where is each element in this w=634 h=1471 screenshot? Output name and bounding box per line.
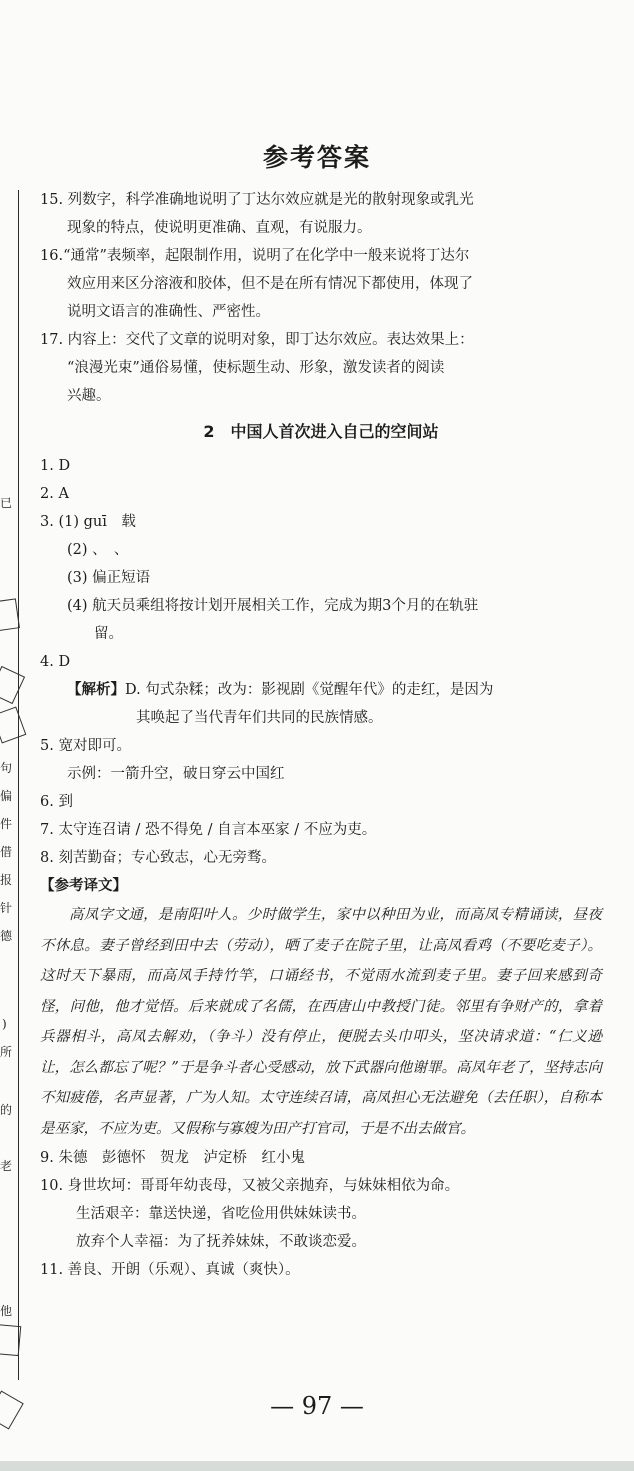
item-text: A bbox=[58, 486, 69, 502]
margin-glyph: 所 bbox=[0, 1045, 13, 1059]
sub-item-number: (2) bbox=[67, 542, 93, 558]
answer-item-16 bbox=[40, 242, 602, 270]
item-text-continued: 兴趣。 bbox=[67, 388, 111, 404]
item-text: 善良、开朗（乐观）、真诚（爽快）。 bbox=[67, 1262, 300, 1278]
margin-glyph: 针 bbox=[0, 901, 13, 915]
item-number: 7. bbox=[40, 822, 59, 838]
margin-bracket bbox=[0, 598, 20, 631]
item-number: 4. bbox=[40, 654, 59, 670]
item-text-continued: 生活艰辛：靠送快递，省吃俭用供妹妹读书。 bbox=[76, 1206, 366, 1222]
answer-item-9 bbox=[40, 1144, 602, 1172]
answer-content bbox=[40, 186, 602, 1284]
answer-item-1 bbox=[40, 452, 602, 480]
margin-glyph: 他 bbox=[0, 1304, 13, 1318]
answer-item-3-sub3 bbox=[40, 564, 602, 592]
item-text: 内容上：交代了文章的说明对象，即丁达尔效应。表达效果上： bbox=[67, 332, 474, 348]
item-number: 17. bbox=[40, 332, 68, 348]
item-number: 9. bbox=[40, 1150, 59, 1166]
item-number: 15. bbox=[40, 192, 68, 208]
answer-item-17 bbox=[40, 326, 602, 354]
item-text-continued: 放弃个人幸福：为了抚养妹妹，不敢谈恋爱。 bbox=[76, 1234, 366, 1250]
item-number: 16. bbox=[40, 248, 64, 264]
analysis-label: 【解析】 bbox=[67, 681, 125, 698]
answer-item-15 bbox=[40, 186, 602, 214]
answer-item-3-sub2 bbox=[40, 536, 602, 564]
answer-item-11 bbox=[40, 1256, 602, 1284]
item-text: 宽对即可。 bbox=[58, 738, 131, 754]
analysis-text-continued: 其唤起了当代青年们共同的民族情感。 bbox=[136, 710, 383, 726]
item-text-continued: 效应用来区分溶液和胶体，但不是在所有情况下都使用，体现了 bbox=[67, 276, 473, 292]
section-heading: 2 中国人首次进入自己的空间站 bbox=[203, 422, 439, 441]
item-text-continued: 说明文语言的准确性、严密性。 bbox=[67, 304, 270, 320]
margin-glyph: 报 bbox=[0, 873, 13, 887]
answer-item-2 bbox=[40, 480, 602, 508]
margin-glyph: ) bbox=[2, 1017, 7, 1031]
margin-glyph: 德 bbox=[0, 929, 13, 943]
page-number: — 97 — bbox=[270, 1392, 364, 1420]
answer-item-8 bbox=[40, 844, 602, 872]
reference-translation-text: 高凤字文通，是南阳叶人。少时做学生，家中以种田为业，而高凤专精诵读，昼夜不休息。妻子曾经到田中去（劳动），晒了麦子在院子里，让高凤看鸡（不要吃麦子）。这时天下暴雨，而高凤手持竹竿，口诵经书，不觉雨水流到麦子里。妻子回来感到奇怪，问他，他才觉悟。后来就成了名儒，在西唐山中教授门徒。邻里有争财产的，拿着兵器相斗，高凤去解劝，（争斗）没有停止，便脱去头巾叩头，坚决请求道：“仁义逊让，怎么都忘了呢？”于是争斗者心受感动，放下武器向他谢罪。高凤年老了，坚持志向不知疲倦，名声显著，广为人知。太守连续召请，高凤担心无法避免（去任职），自称本是巫家，不应为吏。又假称与寡嫂为田产打官司，于是不出去做官。 bbox=[40, 907, 602, 1137]
analysis-text: D. 句式杂糅；改为：影视剧《觉醒年代》的走红，是因为 bbox=[125, 682, 494, 698]
sub-item-text: 、 、 bbox=[92, 542, 129, 558]
margin-bracket bbox=[0, 666, 25, 704]
margin-bracket bbox=[0, 1324, 21, 1356]
analysis-block bbox=[40, 676, 602, 704]
margin-glyph: 句 bbox=[0, 761, 13, 775]
item-number: 5. bbox=[40, 738, 59, 754]
item-text-continued: 现象的特点，使说明更准确、直观，有说服力。 bbox=[67, 220, 372, 236]
reference-translation-label: 【参考译文】 bbox=[40, 878, 127, 894]
sub-item-number: (3) bbox=[67, 570, 93, 586]
answer-item-7 bbox=[40, 816, 602, 844]
item-text: 列数字，科学准确地说明了丁达尔效应就是光的散射现象或乳光 bbox=[67, 192, 474, 208]
item-text: 太守连召请 / 恐不得免 / 自言本巫家 / 不应为吏。 bbox=[58, 822, 377, 838]
item-text: D bbox=[58, 458, 71, 474]
answer-item-3-sub4 bbox=[40, 592, 602, 620]
answer-item-3 bbox=[40, 508, 602, 536]
item-number: 6. bbox=[40, 794, 59, 810]
margin-bracket bbox=[0, 706, 26, 743]
sub-item-text: 航天员乘组将按计划开展相关工作，完成为期3个月的在轨驻 bbox=[92, 598, 479, 614]
margin-glyph: 已 bbox=[0, 496, 13, 510]
item-text: 到 bbox=[58, 794, 73, 810]
item-number: 2. bbox=[40, 486, 59, 502]
item-number: 10. bbox=[40, 1178, 68, 1194]
margin-glyph: 老 bbox=[0, 1159, 13, 1173]
bottom-edge-strip bbox=[0, 1461, 634, 1471]
item-text: 朱德 彭德怀 贺龙 泸定桥 红小鬼 bbox=[58, 1150, 305, 1166]
item-text: 刻苦勤奋；专心致志，心无旁骛。 bbox=[58, 850, 276, 866]
item-number: 1. bbox=[40, 458, 59, 474]
margin-glyph: 件 bbox=[0, 817, 13, 831]
answer-item-5 bbox=[40, 732, 602, 760]
item-number: 8. bbox=[40, 850, 59, 866]
binding-fold-line bbox=[18, 190, 19, 1380]
item-number: 3. bbox=[40, 514, 59, 530]
sub-item-number: (4) bbox=[67, 598, 93, 614]
margin-glyph: 偏 bbox=[0, 789, 13, 803]
sub-item-text: guī 载 bbox=[83, 514, 136, 530]
item-text: “通常”表频率，起限制作用，说明了在化学中一般来说将丁达尔 bbox=[63, 248, 470, 264]
sub-item-number: (1) bbox=[58, 514, 84, 530]
answer-item-4 bbox=[40, 648, 602, 676]
answer-item-6 bbox=[40, 788, 602, 816]
margin-glyph: 借 bbox=[0, 845, 13, 859]
answer-item-10 bbox=[40, 1172, 602, 1200]
sub-item-text: 偏正短语 bbox=[92, 570, 151, 586]
item-text-continued: “浪漫光束”通俗易懂，使标题生动、形象，激发读者的阅读 bbox=[67, 360, 445, 376]
margin-glyph: 的 bbox=[0, 1103, 13, 1117]
sub-item-text-continued: 留。 bbox=[94, 626, 123, 642]
example-text: 示例：一箭升空，破日穿云中国红 bbox=[67, 766, 285, 782]
item-text: 身世坎坷：哥哥年幼丧母，又被父亲抛弃，与妹妹相依为命。 bbox=[67, 1178, 460, 1194]
item-text: D bbox=[58, 654, 71, 670]
page-title: 参考答案 bbox=[262, 143, 371, 172]
item-number: 11. bbox=[40, 1262, 68, 1278]
